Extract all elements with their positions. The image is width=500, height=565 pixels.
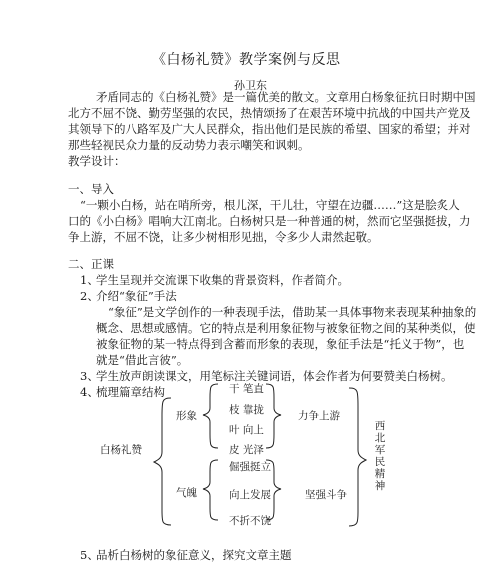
- item-number: 5、: [80, 548, 99, 562]
- intro-line: 北方不屈不饶、勤劳坚强的农民，热情颂扬了在艰苦环境中抗战的中国共产党及: [68, 106, 471, 120]
- design-label: 教学设计：: [68, 154, 126, 168]
- item-number: 4、: [80, 385, 99, 399]
- root-brace: [154, 398, 171, 525]
- item-text: 介绍“象征”手法: [96, 289, 177, 303]
- section1-line: “一颗小白杨，站在哨所旁，根儿深，干儿壮，守望在边疆……”这是脍炙人: [80, 198, 460, 212]
- item-text: 学生呈现并交流课下收集的背景资料，作者简介。: [96, 273, 349, 287]
- diagram-branch-spirit: 气魄: [176, 487, 197, 499]
- item-text: 品析白杨树的象征意义，探究文章主题: [96, 548, 292, 562]
- diagram-leaf: 倔强挺立: [229, 461, 271, 473]
- diagram-final-theme: 西北军民精神: [374, 420, 386, 492]
- intro-line: 其领导下的八路军及广大人民群众，指出他们是民族的希望、国家的希望；并对: [68, 122, 471, 136]
- diagram-root: 白杨礼赞: [100, 444, 142, 456]
- diagram-branch-shape: 形象: [176, 410, 197, 422]
- item-number: 3、: [80, 369, 99, 383]
- item-text: 学生放声朗读课文，用笔标注关键词语，体会作者为何要赞美白杨树。: [96, 369, 453, 383]
- diagram-leaf: 枝 靠拢: [229, 404, 264, 416]
- section2-heading: 二、正课: [68, 257, 114, 271]
- intro-line: 矛盾同志的《白杨礼赞》是一篇优美的散文。文章用白杨象征抗日时期中国: [96, 90, 476, 104]
- diagram-leaf: 向上发展: [229, 489, 271, 501]
- section1-heading: 一、导入: [68, 182, 114, 196]
- item-number: 2、: [80, 289, 99, 303]
- symbol-explanation-line: 就是“借此言彼”。: [96, 353, 189, 367]
- final-brace: [349, 388, 366, 526]
- spirit-brace: [203, 460, 218, 520]
- section1-line: 口的《小白杨》唱响大江南北。白杨树只是一种普通的树，然而它坚强挺拔，力: [68, 214, 471, 228]
- shape-brace: [203, 384, 218, 448]
- symbol-explanation-line: “象征”是文学创作的一种表现手法，借助某一具体事物来表现某种抽象的: [108, 305, 477, 319]
- intro-line: 那些轻视民众力量的反动势力表示嘲笑和讽刺。: [68, 138, 310, 152]
- symbol-explanation-line: 概念、思想或感情。它的特点是利用象征物与被象征物之间的某种类似，使: [96, 321, 476, 335]
- author-name: 孙卫东: [234, 79, 267, 92]
- page-title: 《白杨礼赞》教学案例与反思: [152, 52, 341, 68]
- diagram-summary-shape: 力争上游: [298, 410, 340, 422]
- diagram-leaf: 皮 光泽: [229, 444, 264, 456]
- diagram-summary-spirit: 坚强斗争: [305, 489, 347, 501]
- item-number: 1、: [80, 273, 99, 287]
- diagram-leaf: 干 笔直: [229, 383, 264, 395]
- item-text: 梳理篇章结构: [96, 385, 165, 399]
- section1-line: 争上游，不屈不饶，让多少树相形见拙，令多少人肃然起敬。: [68, 230, 379, 244]
- diagram-leaf: 不折不饶: [229, 515, 271, 527]
- diagram-leaf: 叶 向上: [229, 424, 264, 436]
- shape-close-brace: [266, 384, 281, 448]
- symbol-explanation-line: 被象征物的某一特点得到含蓄而形象的表现，象征手法是“托义于物”，也: [96, 337, 465, 351]
